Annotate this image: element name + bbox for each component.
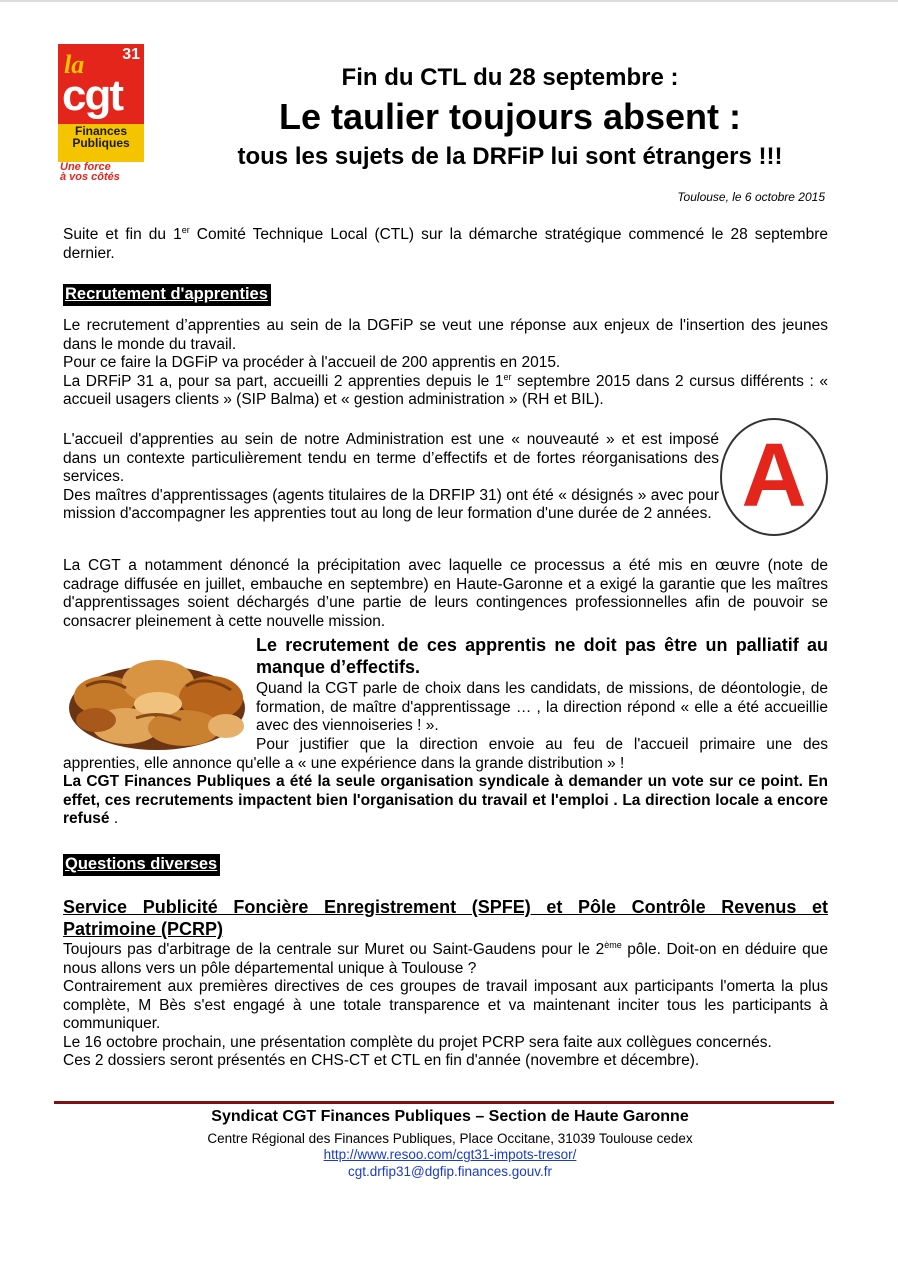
- logo-slogan: [60, 162, 146, 182]
- section2-subheading: Service Publicité Foncière Enregistrement (SPFE) et Pôle Contrôle Revenus et Patrimoine (PCRP): [63, 897, 828, 939]
- logo-finances: [58, 125, 144, 149]
- section1-p9-end: .: [109, 810, 119, 827]
- section1-p1: Le recrutement d’apprenties au sein de la DGFiP se veut une réponse aux enjeux de l'insertion des jeunes dans le monde du travail.: [63, 317, 828, 353]
- title-line-1: Fin du CTL du 28 septembre :: [341, 64, 679, 91]
- footer-email-link[interactable]: cgt.drfip31@dgfip.finances.gouv.fr: [347, 1164, 553, 1179]
- section2-p1: [63, 941, 828, 978]
- logo-finances-line: Finances: [74, 124, 128, 138]
- intro-text-1: Suite et fin du 1: [63, 226, 182, 243]
- logo-publiques-line: Publiques: [72, 136, 130, 150]
- section2-p3: Le 16 octobre prochain, une présentation complète du projet PCRP sera faite aux collègues concernés.: [63, 1033, 772, 1051]
- section-heading-recrutement: Recrutement d'apprenties: [63, 284, 271, 306]
- section1-block-1: [63, 317, 828, 410]
- section1-p9-text: La CGT Finances Publiques a été la seule organisation syndicale à demander un vote sur ce point. En effet, ces recrutements impactent bien l'organisation du travail et l'emploi . La direction locale a encore refusé: [63, 773, 828, 827]
- section2-p1-sup: ème: [604, 939, 622, 950]
- intro-sup: er: [181, 224, 190, 235]
- section1-p3-text-b: septembre 2015 dans 2 cursus différents : « accueil usagers clients » (SIP Balma) et « gestion administration » (RH et BIL).: [63, 372, 828, 408]
- section1-block-2: [63, 431, 719, 524]
- section1-p9: [63, 773, 828, 829]
- section-heading-questions: Questions diverses: [63, 854, 220, 876]
- callout-text: Le recrutement de ces apprentis ne doit pas être un palliatif au manque d’effectifs.: [256, 635, 828, 677]
- section1-p8: Pour justifier que la direction envoie au feu de l'accueil primaire une des apprenties, elle annonce qu'elle a « une expérience dans la grande distribution » !: [63, 736, 828, 772]
- logo-slogan-line1: Une force: [60, 161, 111, 173]
- section1-p3: [63, 373, 828, 410]
- title-line-3: tous les sujets de la DRFiP lui sont étrangers !!!: [237, 143, 783, 170]
- title-line-2: Le taulier toujours absent :: [278, 96, 742, 137]
- section1-p2: Pour ce faire la DGFiP va procéder à l'accueil de 200 apprentis en 2015.: [63, 354, 561, 371]
- section1-p3-text-a: La DRFiP 31 a, pour sa part, accueilli 2 apprenties depuis le 1: [63, 372, 504, 390]
- section1-p5: Des maîtres d'apprentissages (agents titulaires de la DRFIP 31) ont été « désignés » avec pour mission d'accompagner les apprenties tout au long de leur formation d'une durée de 2 années.: [63, 486, 719, 522]
- section1-p7: Quand la CGT parle de choix dans les candidats, de missions, de déontologie, de formation, de maître d'apprentissage … , la direction répond « elle a été accueillie avec des viennoiseries ! ».: [256, 680, 828, 734]
- section1-p6: La CGT a notamment dénoncé la précipitation avec laquelle ce processus a été mis en œuvre (note de cadrage diffusée en juillet, embauche en septembre) en Haute-Garonne et a exigé la garantie que les maîtres d'apprentissages soient déchargés d’une partie de leurs contingences professionnelles afin de pouvoir se consacrer pleinement à cette nouvelle mission.: [63, 557, 828, 630]
- badge-letter: A: [741, 426, 807, 526]
- callout-heading: [256, 634, 828, 736]
- top-border: [0, 0, 898, 2]
- footer-org: Syndicat CGT Finances Publiques – Section de Haute Garonne: [211, 1108, 689, 1125]
- section2-p4: Ces 2 dossiers seront présentés en CHS-CT et CTL en fin d'année (novembre et décembre).: [63, 1052, 700, 1069]
- footer-url-link[interactable]: http://www.resoo.com/cgt31-impots-tresor/: [323, 1147, 577, 1162]
- section2-block: [63, 941, 828, 1071]
- date-line: Toulouse, le 6 octobre 2015: [677, 190, 825, 204]
- footer-address: Centre Régional des Finances Publiques, Place Occitane, 31039 Toulouse cedex: [207, 1131, 693, 1146]
- section1-p4: L'accueil d'apprenties au sein de notre Administration est une « nouveauté » et est imposé dans un contexte particulièrement tendu en terme d’effectifs et de fortes réorganisations des services.: [63, 431, 719, 485]
- intro-paragraph: [63, 226, 828, 263]
- apprentice-a-badge: [720, 418, 830, 536]
- logo-slogan-line2: à vos côtés: [60, 171, 120, 183]
- intro-text-2: Comité Technique Local (CTL) sur la démarche stratégique commencé le 28 septembre dernier.: [63, 226, 828, 262]
- section2-p2: Contrairement aux premières directives de ces groupes de travail imposant aux participants l'omerta la plus complète, M Bès s'est engagé à une totale transparence et va maintenant inciter tous les participants à communiquer.: [63, 978, 828, 1032]
- section2-p1-text-a: Toujours pas d'arbitrage de la centrale sur Muret ou Saint-Gaudens pour le 2: [63, 941, 605, 958]
- logo-la: la: [64, 50, 85, 79]
- footer-rule: [54, 1101, 834, 1104]
- logo-cgt: cgt: [62, 71, 122, 120]
- section2-p1-text-b: pôle. Doit-on en déduire que nous allons vers un pôle départemental unique à Toulouse ?: [63, 941, 828, 977]
- section1-block-3: [63, 736, 828, 829]
- section1-p3-sup: er: [503, 371, 512, 382]
- cgt-logo: [58, 44, 144, 183]
- logo-number: 31: [122, 46, 140, 63]
